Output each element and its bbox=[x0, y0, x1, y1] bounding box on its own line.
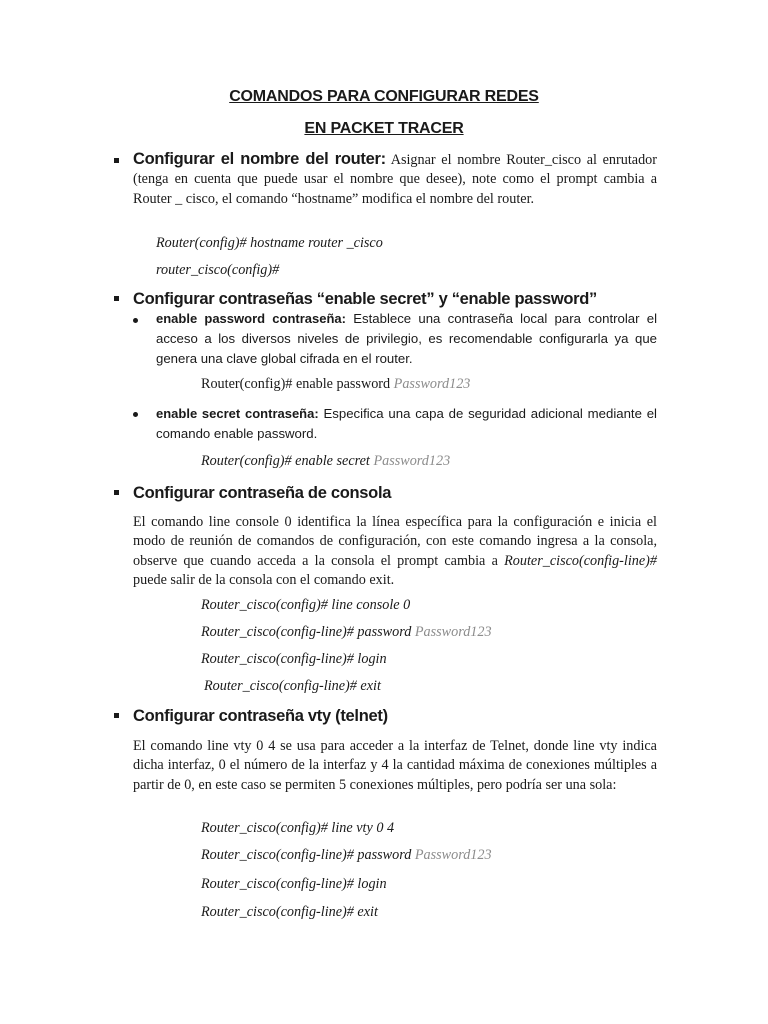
section1-command-2: router_cisco(config)# bbox=[156, 262, 280, 278]
section4-command-2 bbox=[201, 847, 492, 864]
section3-command-2 bbox=[201, 624, 492, 641]
password-value: Password123 bbox=[414, 624, 492, 640]
command-text: Router_cisco(config-line)# password bbox=[201, 847, 415, 863]
square-bullet-icon bbox=[114, 713, 119, 718]
section2-item1-command bbox=[201, 376, 470, 393]
page-title: COMANDOS PARA CONFIGURAR REDES bbox=[229, 88, 539, 105]
round-bullet-icon bbox=[133, 318, 138, 323]
command-text: Router(config)# enable secret bbox=[201, 453, 374, 469]
section2-item1-lead: enable password contraseña: bbox=[156, 311, 346, 326]
section2-item2-paragraph bbox=[156, 404, 657, 444]
section3-text: El comando line console 0 identifica la línea específica para la configuración e inicia el modo de reunión de comandos de configuración, con este comando ingresa a la consola, observe que cuando acceda a la consola el prompt cambia a bbox=[133, 514, 657, 569]
section4-command-4: Router_cisco(config-line)# exit bbox=[201, 904, 378, 920]
section2-item1-text: Establece una contraseña local para controlar el acceso a los diversos niveles de privilegio, es recomendable configurarla ya que genera una clave global cifrada en el router. bbox=[156, 311, 658, 366]
section1-paragraph bbox=[133, 150, 657, 209]
command-text: Router(config)# enable password bbox=[201, 376, 394, 392]
password-value: Password123 bbox=[373, 453, 451, 469]
square-bullet-icon bbox=[114, 490, 119, 495]
section2-item2-command bbox=[201, 453, 450, 470]
section3-command-1: Router_cisco(config)# line console 0 bbox=[201, 597, 411, 613]
section3-paragraph bbox=[133, 513, 657, 590]
section3-command-4: Router_cisco(config-line)# exit bbox=[204, 678, 381, 694]
section4-command-1: Router_cisco(config)# line vty 0 4 bbox=[201, 820, 395, 836]
round-bullet-icon bbox=[133, 412, 138, 417]
section1-text: Asignar el nombre Router_cisco al enrutador (tenga en cuenta que puede usar el nombre que desee), note como el prompt cambia a Router _ cisco, el comando “hostname” modifica el nombre del router. bbox=[133, 152, 658, 207]
section4-command-3: Router_cisco(config-line)# login bbox=[201, 876, 387, 892]
section2-heading: Configurar contraseñas “enable secret” y “enable password” bbox=[133, 290, 598, 308]
section2-item2-lead: enable secret contraseña: bbox=[156, 406, 319, 421]
section3-text-tail: puede salir de la consola con el comando exit. bbox=[133, 571, 395, 588]
command-text: Router_cisco(config-line)# password bbox=[201, 624, 415, 640]
section1-command-1: Router(config)# hostname router _cisco bbox=[156, 235, 383, 251]
section2-item2-text: Especifica una capa de seguridad adicional mediante el comando enable password. bbox=[156, 406, 657, 441]
section4-heading: Configurar contraseña vty (telnet) bbox=[133, 707, 388, 725]
section3-prompt: Router_cisco(config-line)# bbox=[504, 552, 657, 569]
section3-command-3: Router_cisco(config-line)# login bbox=[201, 651, 387, 667]
password-value: Password123 bbox=[393, 376, 471, 392]
section3-heading: Configurar contraseña de consola bbox=[133, 484, 392, 502]
section2-item1-paragraph bbox=[156, 309, 657, 369]
page-subtitle: EN PACKET TRACER bbox=[304, 120, 464, 137]
password-value: Password123 bbox=[414, 847, 492, 863]
square-bullet-icon bbox=[114, 158, 119, 163]
section4-paragraph: El comando line vty 0 4 se usa para acceder a la interfaz de Telnet, donde line vty indica dicha interfaz, 0 el número de la interfaz y 4 la cantidad máxima de conexiones múltiples a partir de 0, en este caso se permiten 5 conexiones múltiples, pero podría ser una sola: bbox=[133, 738, 657, 793]
section1-lead: Configurar el nombre del router: bbox=[133, 150, 386, 168]
square-bullet-icon bbox=[114, 296, 119, 301]
